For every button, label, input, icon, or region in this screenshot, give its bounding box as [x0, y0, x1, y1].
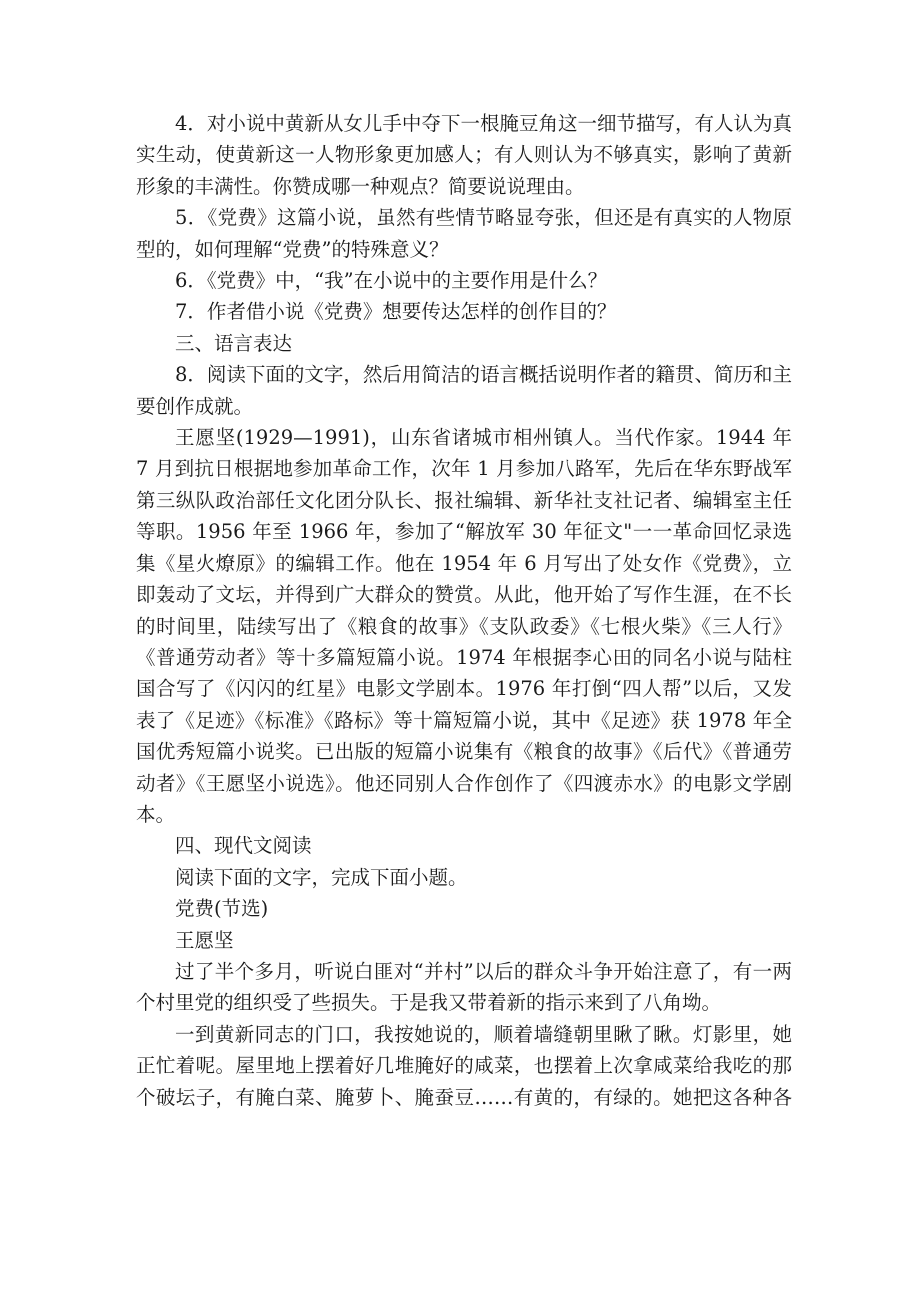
author-biography-passage: 王愿坚(1929—1991)，山东省诸城市相州镇人。当代作家。1944 年 7 月到抗日根据地参加革命工作，次年 1 月参加八路军，先后在华东野战军第三纵队政治部任文化团分队长、报社编辑、新华社支社记者、编辑室主任等职。1956 年至 1966 年，参加了“解放军 30 年征文"一一革命回忆录选集《星火燎原》的编辑工作。他在 1954 年 6 月写出了处女作《党费》，立即轰动了文坛，并得到广大群众的赞赏。从此，他开始了写作生涯，在不长的时间里，陆续写出了《粮食的故事》《支队政委》《七根火柴》《三人行》《普通劳动者》等十多篇短篇小说。1974 年根据李心田的同名小说与陆柱国合写了《闪闪的红星》电影文学剧本。1976 年打倒“四人帮”以后，又发表了《足迹》《标准》《路标》等十篇短篇小说，其中《足迹》获 1978 年全国优秀短篇小说奖。已出版的短篇小说集有《粮食的故事》《后代》《普通劳动者》《王愿坚小说选》。他还同别人合作创作了《四渡赤水》的电影文学剧本。 [136, 426, 792, 826]
reading-instruction: 阅读下面的文字，完成下面小题。 [175, 865, 468, 889]
document-page [136, 108, 792, 1113]
story-paragraph: 过了半个多月，听说白匪对“并村”以后的群众斗争开始注意了，有一两个村里党的组织受了些损失。于是我又带着新的指示来到了八角坳。 [136, 959, 792, 1015]
story-title: 党费(节选) [175, 897, 269, 921]
story-author: 王愿坚 [175, 928, 234, 952]
section-heading-modern-reading: 四、现代文阅读 [175, 834, 312, 858]
question-8: 8．阅读下面的文字，然后用简洁的语言概括说明作者的籍贯、简历和主要创作成就。 [136, 363, 792, 418]
section-heading-language-expression: 三、语言表达 [175, 331, 293, 355]
question-5: 5．《党费》这篇小说，虽然有些情节略显夸张，但还是有真实的人物原型的，如何理解“党费”的特殊意义？ [136, 206, 792, 261]
story-paragraph: 一到黄新同志的门口，我按她说的，顺着墙缝朝里瞅了瞅。灯影里，她正忙着呢。屋里地上摆着好几堆腌好的咸菜，也摆着上次拿咸菜给我吃的那个破坛子，有腌白菜、腌萝卜、腌蚕豆……有黄的，有绿的。她把这各种各 [136, 1022, 792, 1109]
question-6: 6．《党费》中，“我”在小说中的主要作用是什么？ [175, 269, 608, 293]
question-7: 7．作者借小说《党费》想要传达怎样的创作目的？ [175, 300, 617, 324]
question-4: 4．对小说中黄新从女儿手中夺下一根腌豆角这一细节描写，有人认为真实生动，使黄新这一人物形象更加感人；有人则认为不够真实，影响了黄新形象的丰满性。你赞成哪一种观点？简要说说理由。 [136, 112, 792, 198]
